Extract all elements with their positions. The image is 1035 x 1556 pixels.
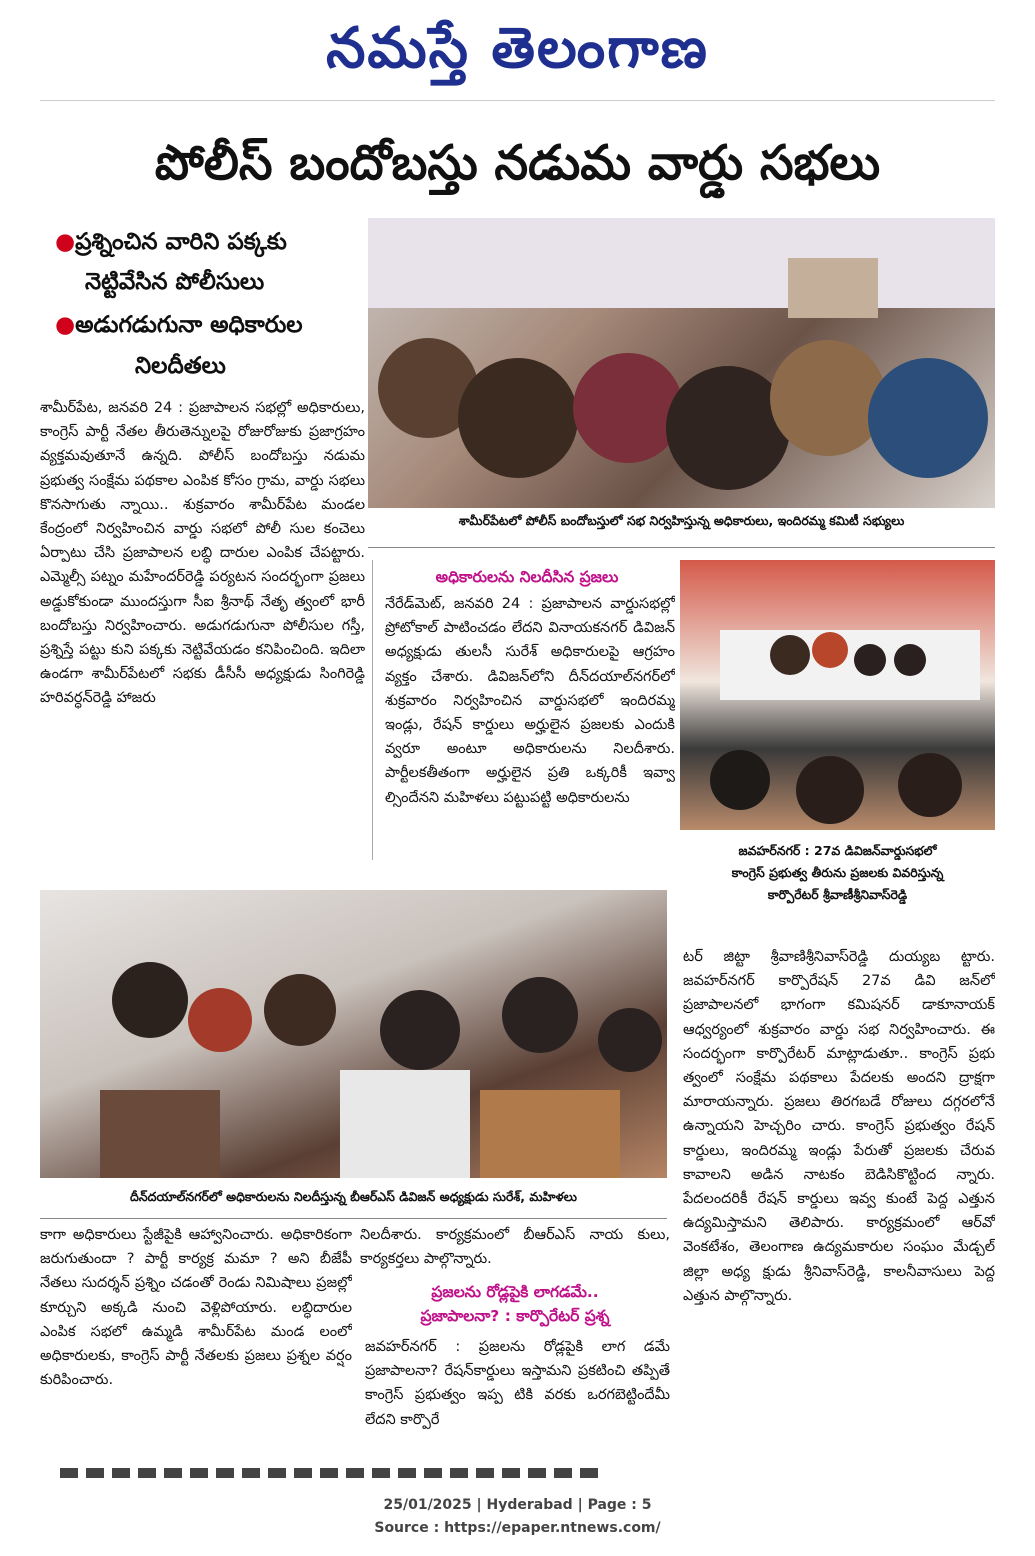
protest-photo-icon — [40, 890, 667, 1178]
photo2-caption — [680, 840, 995, 906]
story3-subhead1: ప్రజలను రోడ్లపైకి లాగడమే.. — [431, 1283, 599, 1301]
bullet-text: ప్రశ్నించిన వారిని పక్కకు — [75, 229, 287, 255]
masthead-divider — [40, 100, 995, 101]
photo3-rule — [40, 1218, 667, 1219]
crowd-photo-icon — [368, 218, 995, 508]
meeting-photo-icon — [680, 560, 995, 830]
story2-continued: నిలదీశారు. కార్యక్రమంలో బీఆర్‌ఎస్ నాయ కులు, కార్యకర్తలు పాల్గొన్నారు. — [360, 1227, 670, 1268]
story2-body: నేరేడ్‌మెట్, జనవరి 24 : ప్రజాపాలన వార్డుసభల్లో ప్రోటోకాల్ పాటించడం లేదని వినాయకనగర్ డివిజన్ అధ్యక్షుడు తులసీ సురేశ్ అధికారులపై ఆగ్రహం వ్యక్తం చేశారు. డివిజన్‌లోని దీన్‌దయాల్‌నగర్‌లో శుక్రవారం నిర్వహించిన వార్డుసభలో ఇందిరమ్మ ఇండ్లు, రేషన్ కార్డులు అర్హులైన ప్రజలకు ఎందుకి వ్వరూ అంటూ అధికారులను నిలదీశారు. పార్టీలకతీతంగా అర్హులైన ప్రతి ఒక్కరికీ ఇవ్వా ల్సిందేనని మహిళలు పట్టుపట్టి అధికారులను — [385, 596, 675, 806]
photo-brs-protest — [40, 890, 667, 1178]
bullet-1-cont: నెట్టివేసిన పోలీసులు — [85, 269, 265, 295]
photo2-caption-line2: కాంగ్రెస్ ప్రభుత్వ తీరును ప్రజలకు వివరిస్తున్న — [731, 865, 944, 880]
column-divider — [372, 560, 373, 860]
bullet-dot-icon: ● — [55, 229, 76, 255]
bullet-2 — [55, 305, 365, 345]
photo-corporator-meeting — [680, 560, 995, 830]
story1-continued: కాగా అధికారులు స్టేజీపైకి ఆహ్వానించారు. అధికారికంగా జరుగుతుందా ? పార్టీ కార్యక్ర మమా ? అని బీజేపీ నేతలు సుదర్శన్ ప్రశ్నిం చడంతో రెండు నిమిషాలు ప్రజల్లో కూర్చుని అక్కడి నుంచి వెళ్లిపోయారు. లబ్ధిదారుల ఎంపిక సభలో ఉమ్మడి శామీర్‌పేట మండ లంలో అధికారులకు, కాంగ్రెస్ పార్టీ నేతలకు ప్రజలు ప్రశ్నల వర్షం కురిపించారు. — [40, 1227, 352, 1389]
footer-dateline: 25/01/2025 | Hyderabad | Page : 5 — [383, 1497, 652, 1513]
story3-subhead2: ప్రజాపాలనా? : కార్పొరేటర్ ప్రశ్న — [420, 1307, 610, 1325]
bullet-2-cont: నిలదీతలు — [135, 353, 226, 379]
story3-body: జవహర్‌నగర్ : ప్రజలను రోడ్లపైకి లాగ డమే ప్రజాపాలనా? రేషన్‌కార్డులు ఇస్తామని ప్రకటించి తప్పితే కాంగ్రెస్ ప్రభుత్వం ఇప్ప టికి వరకు ఒరగబెట్టిందేమీ లేదని కార్పొరే — [365, 1339, 670, 1428]
bullet-text: అడుగడుగునా అధికారుల — [75, 312, 303, 338]
photo3-caption: దీన్‌దయాల్‌నగర్‌లో అధికారులను నిలదీస్తున్న బీఆర్‌ఎస్ డివిజన్ అధ్యక్షుడు సురేశ్, మహిళలు — [130, 1189, 577, 1204]
masthead-logo: నమస్తే తెలంగాణ — [326, 15, 709, 81]
bullet-dot-icon: ● — [55, 312, 76, 338]
cut-text-strip — [60, 1468, 600, 1478]
story1-body: శామీర్‌పేట, జనవరి 24 : ప్రజాపాలన సభల్లో అధికారులు, కాంగ్రెస్ పార్టీ నేతల తీరుతెన్నులపై రోజురోజుకు ప్రజాగ్రహం వ్యక్తమవుతూనే ఉన్నది. పోలీస్ బందోబస్తు నడుమ ప్రభుత్వ సంక్షేమ పథకాల ఎంపిక కోసం గ్రామ, వార్డు సభలు కొనసాగుతు న్నాయి.. శుక్రవారం శామీర్‌పేట మండల కేంద్రంలో నిర్వహించిన వార్డు సభలో పోలీ సుల కంచెలు ఏర్పాటు చేసి ప్రజాపాలన లబ్ధి దారుల ఎంపిక చేపట్టారు. ఎమ్మెల్సీ పట్నం మహేందర్‌రెడ్డి పర్యటన సందర్భంగా ప్రజలు అడ్డుకోకుండా ముందస్తుగా సీఐ శ్రీనాథ్ నేతృ త్వంలో భారీ బందోబస్తు నిర్వహించారు. అడుగడుగునా పోలీసుల గస్తీ, ప్రశ్నిస్తే పట్టు కుని పక్కకు నెట్టివేయడం కనిపించింది. ఇదిలా ఉండగా శామీర్‌పేటలో సభకు డీసీసీ అధ్యక్షుడు సింగిరెడ్డి హరివర్ధన్‌రెడ్డి హాజరు — [40, 400, 365, 707]
footer-source: Source : https://epaper.ntnews.com/ — [374, 1520, 661, 1536]
page-headline: పోలీస్ బందోబస్తు నడుమ వార్డు సభలు — [154, 135, 881, 191]
photo2-caption-line3: కార్పొరేటర్ శ్రీవాణీశ్రీనివాస్‌రెడ్డి — [767, 887, 908, 902]
story3-continued: టర్ జిట్టా శ్రీవాణిశ్రీనివాస్‌రెడ్డి దుయ్యబ ట్టారు. జవహర్‌నగర్ కార్పొరేషన్ 27వ డివి జన్‌లో ప్రజాపాలనలో భాగంగా కమిషనర్ డాకూనాయక్ ఆధ్వర్యంలో శుక్రవారం వార్డు సభ నిర్వహించారు. ఈ సందర్భంగా కార్పొరేటర్ మాట్లాడుతూ.. కాంగ్రెస్ ప్రభు త్వంలో సంక్షేమ పథకాలు పేదలకు అందని ద్రాక్షగా మారాయన్నారు. ప్రజలు తిరగబడే రోజులు దగ్గరలోనే ఉన్నాయని హెచ్చరిం చారు. కాంగ్రెస్ ప్రభుత్వం రేషన్ కార్డులు, ఇందిరమ్మ ఇండ్లు పేరుతో ప్రజలకు చేరువ కావాలని అడిన నాటకం బెడిసికొట్టింద న్నారు. పేదలందరికీ రేషన్ కార్డులు ఇవ్వ కుంటే పెద్ద ఎత్తున ఉద్యమిస్తామని తెలిపారు. కార్యక్రమంలో ఆర్‌వో వెంకటేశం, తెలంగాణ ఉద్యమకారుల సంఘం మేడ్చల్ జిల్లా అధ్య క్షుడు శ్రీనివాస్‌రెడ్డి, కాలనీవాసులు పెద్ద ఎత్తున పాల్గొన్నారు. — [683, 949, 995, 1304]
story2-subhead: అధికారులను నిలదీసిన ప్రజలు — [435, 568, 619, 586]
photo1-rule — [368, 547, 995, 548]
bullet-1 — [55, 222, 365, 262]
photo1-caption: శామీర్‌పేటలో పోలీస్ బందోబస్తులో సభ నిర్వహిస్తున్న అధికారులు, ఇందిరమ్మ కమిటీ సభ్యులు — [458, 513, 905, 528]
photo2-caption-line1: జవహర్‌నగర్ : 27వ డివిజన్‌వార్డుసభలో — [738, 843, 937, 858]
photo-police-ward-meeting — [368, 218, 995, 508]
